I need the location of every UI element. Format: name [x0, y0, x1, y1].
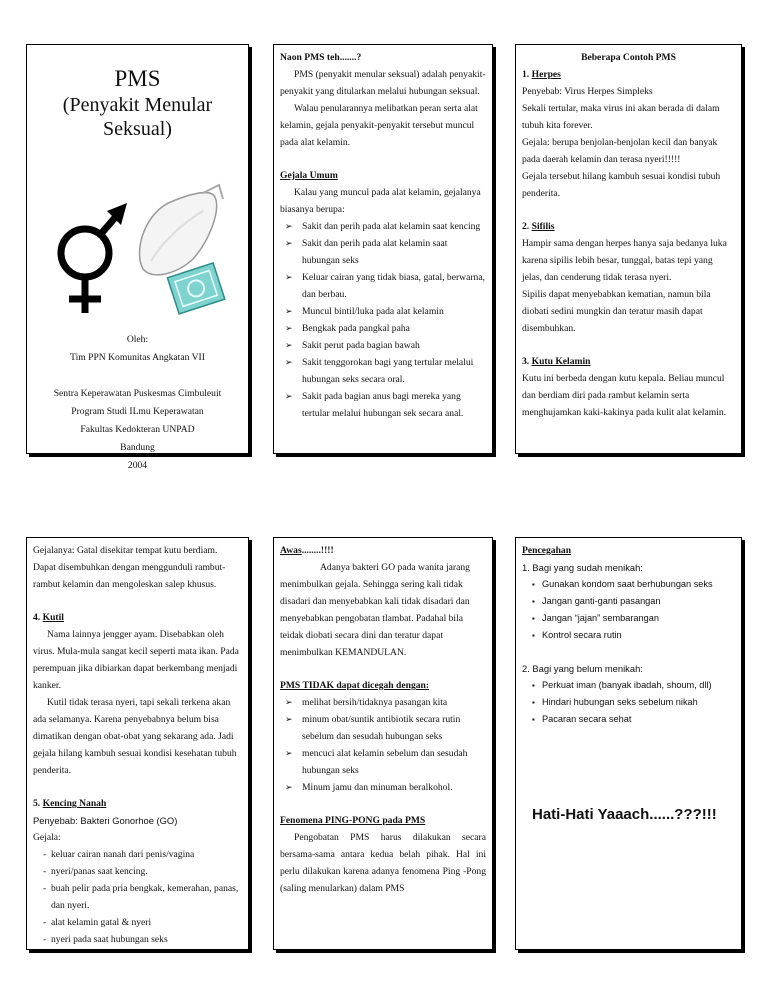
- paragraph: Adanya bakteri GO pada wanita jarang menimbulkan gejala. Sehingga sering kali tidak disadari dan menyebabkan kali tidak disadari dan menyebabkan pengobatan tlambat. Padahal bila teidak diobati secara dini dan teratur dapat menimbulkan KEMANDULAN.: [280, 562, 470, 658]
- list-item: ➢ Sakit pada bagian anus bagi mereka yang tertular melalui hubungan sek secara anal.: [302, 388, 486, 422]
- diseases-panel: [26, 537, 249, 950]
- subheading: [522, 66, 735, 83]
- paragraph: Nama lainnya jengger ayam. Disebabkan oleh virus. Mula-mula sangat kecil seperti mata ikan. Pada perempuan jika dibiarkan dapat berkembang menjadi kanker.: [33, 629, 239, 691]
- paragraph: Walau penularannya melibatkan peran serta alat kelamin, gejala penyakit-penyakit tersebut muncul pada alat kelamin.: [280, 103, 478, 148]
- list-item: - buah pelir pada pria bengkak, kemerahan, panas, dan nyeri.: [51, 880, 242, 914]
- item-number: 4.: [33, 612, 41, 623]
- list-item: ▪ Pacaran secara sehat: [536, 711, 735, 728]
- list-item: ➢ Muncul bintil/luka pada alat kelamin: [302, 303, 486, 320]
- section-heading: Gejala Umum: [280, 170, 338, 181]
- list-item: ➢ melihat bersih/tidaknya pasangan kita: [302, 694, 486, 711]
- paragraph: Hampir sama dengan herpes hanya saja bedanya luka karena sipilis lebih besar, tunggal, batas tepi yang jelas, dan cenderung tidak terasa nyeri.: [522, 238, 727, 283]
- heading-text: Pencegahan: [522, 545, 572, 556]
- item-number: 2.: [522, 221, 530, 232]
- married-list: [522, 576, 735, 644]
- list-item: ▪ Jangan ganti-ganti pasangan: [536, 593, 735, 610]
- intro-panel: [273, 44, 493, 454]
- paragraph: Sekali tertular, maka virus ini akan berada di dalam tubuh kita forever.: [522, 103, 720, 131]
- group-label: 2. Bagi yang belum menikah:: [522, 663, 643, 674]
- warning-panel: [273, 537, 493, 950]
- section-heading: Fenomena PING-PONG pada PMS: [280, 815, 426, 826]
- author-label: Oleh:: [126, 334, 149, 345]
- list-item: ➢ mencuci alat kelamin sebelum dan sesudah hubungan seks: [302, 745, 486, 779]
- paragraph: Gejala: berupa benjolan-benjolan kecil dan banyak pada daerah kelamin dan terasa nyeri!!!!!: [522, 137, 718, 165]
- year: 2004: [127, 460, 148, 471]
- section-heading: [522, 542, 735, 559]
- institution-line: Program Studi ILmu Keperawatan: [71, 406, 204, 417]
- item-number: 3.: [522, 356, 530, 367]
- item-title: Sifilis: [531, 221, 555, 232]
- city: Bandung: [120, 442, 155, 453]
- heading-suffix: ........!!!!: [301, 545, 334, 556]
- symptom-list: [280, 218, 486, 422]
- prevention-panel: [515, 537, 742, 950]
- list-item: - keluar cairan nanah dari penis/vagina: [51, 846, 242, 863]
- item-number: 5.: [33, 798, 41, 809]
- heading-word: Awas: [280, 545, 302, 556]
- paragraph: Penyebab: Bakteri Gonorhoe (GO): [33, 815, 178, 826]
- list-item: ➢ Sakit dan perih pada alat kelamin saat kencing: [302, 218, 486, 235]
- list-item: ▪ Perkuat iman (banyak ibadah, shoum, dll): [536, 677, 735, 694]
- section-heading: Beberapa Contoh PMS: [581, 52, 676, 63]
- list-item: ▪ Jangan “jajan” sembarangan: [536, 610, 735, 627]
- list-item: ▪ Hindari hubungan seks sebelum nikah: [536, 694, 735, 711]
- institution-line: Fakultas Kedokteran UNPAD: [80, 424, 195, 435]
- paragraph: Sipilis dapat menyebabkan kematian, namun bila diobati sedini mungkin dan teratur masih dapat disembuhkan.: [522, 289, 711, 334]
- paragraph: Pengobatan PMS harus dilakukan secara bersama-sama antara kedua belah pihak. Hal ini perlu dilakukan karena adanya fenomena Ping -Pong (saling menularkan) dalam PMS: [280, 832, 486, 894]
- author-name: Tim PPN Komunitas Angkatan VII: [70, 352, 205, 363]
- paragraph: Gejalanya: Gatal disekitar tempat kutu berdiam. Dapat disembuhkan dengan menggunduli rambut-rambut kelamin dan mengoleskan salep khusus.: [33, 545, 226, 590]
- paragraph: Kalau yang muncul pada alat kelamin, gejalanya biasanya berupa:: [280, 187, 481, 215]
- item-title: Kencing Nanah: [42, 798, 107, 809]
- paragraph: Kutil tidak terasa nyeri, tapi sekali terkena akan ada selamanya. Karena penyebabnya belum bisa dimatikan dengan obat-obat yang sekarang ada. Jadi gejala hilang kambuh sesuai kondisi kesehatan tubuh penderita.: [33, 697, 237, 776]
- subheading: [33, 609, 242, 626]
- subheading: [33, 795, 242, 812]
- cover-credits: [33, 331, 242, 475]
- subheading: [522, 218, 735, 235]
- group-label: 1. Bagi yang sudah menikah:: [522, 562, 643, 573]
- paragraph: PMS (penyakit menular seksual) adalah penyakit-penyakit yang ditularkan melalui hubungan seksual.: [280, 69, 486, 97]
- single-list: [522, 677, 735, 728]
- list-item: ➢ Minum jamu dan minuman beralkohol.: [302, 779, 486, 796]
- slogan: Hati-Hati Yaaach......???!!!: [532, 806, 717, 823]
- list-item: ➢ minum obat/suntik antibiotik secara rutin sebelum dan sesudah hubungan seks: [302, 711, 486, 745]
- paragraph: Gejala:: [33, 832, 61, 843]
- cover-subtitle: (Penyakit Menular Seksual): [62, 94, 213, 140]
- list-item: ▪ Gunakan kondom saat berhubungan seks: [536, 576, 735, 593]
- list-item: ➢ Sakit perut pada bagian bawah: [302, 337, 486, 354]
- symptom-list: [33, 846, 242, 948]
- paragraph: Gejala tersebut hilang kambuh sesuai kondisi tubuh penderita.: [522, 171, 721, 199]
- cover-panel: [26, 44, 249, 471]
- section-heading: [280, 542, 486, 559]
- item-title: Kutil: [42, 612, 64, 623]
- paragraph: Penyebab: Virus Herpes Simpleks: [522, 86, 653, 97]
- cover-illustration: [33, 141, 242, 331]
- section-heading: Naon PMS teh.......?: [280, 52, 362, 63]
- list-item: ➢ Keluar cairan yang tidak biasa, gatal, berwarna, dan berbau.: [302, 269, 486, 303]
- male-female-symbol-icon: [33, 141, 243, 331]
- institution-line: Sentra Keperawatan Puskesmas Cimbuleuit: [53, 388, 222, 399]
- list-item: ➢ Sakit tenggorokan bagi yang tertular melalui hubungan seks secara oral.: [302, 354, 486, 388]
- list-item: - nyeri pada saat hubungan seks: [51, 931, 242, 948]
- item-title: Herpes: [531, 69, 561, 80]
- item-number: 1.: [522, 69, 530, 80]
- section-heading: PMS TIDAK dapat dicegah dengan:: [280, 680, 430, 691]
- condom-icon: [140, 185, 223, 275]
- list-item: - nyeri/panas saat kencing.: [51, 863, 242, 880]
- list-item: - alat kelamin gatal & nyeri: [51, 914, 242, 931]
- item-title: Kutu Kelamin: [531, 356, 591, 367]
- cover-title: PMS: [114, 66, 161, 91]
- subheading: [522, 353, 735, 370]
- list-item: ▪ Kontrol secara rutin: [536, 627, 735, 644]
- not-prevent-list: [280, 694, 486, 796]
- list-item: ➢ Sakit dan perih pada alat kelamin saat hubungan seks: [302, 235, 486, 269]
- examples-panel: [515, 44, 742, 454]
- list-item: ➢ Bengkak pada pangkal paha: [302, 320, 486, 337]
- paragraph: Kutu ini berbeda dengan kutu kepala. Beliau muncul dan berdiam diri pada rambut kelamin serta menghujamkan kaki-kakinya pada kulit alat kelamin.: [522, 373, 727, 418]
